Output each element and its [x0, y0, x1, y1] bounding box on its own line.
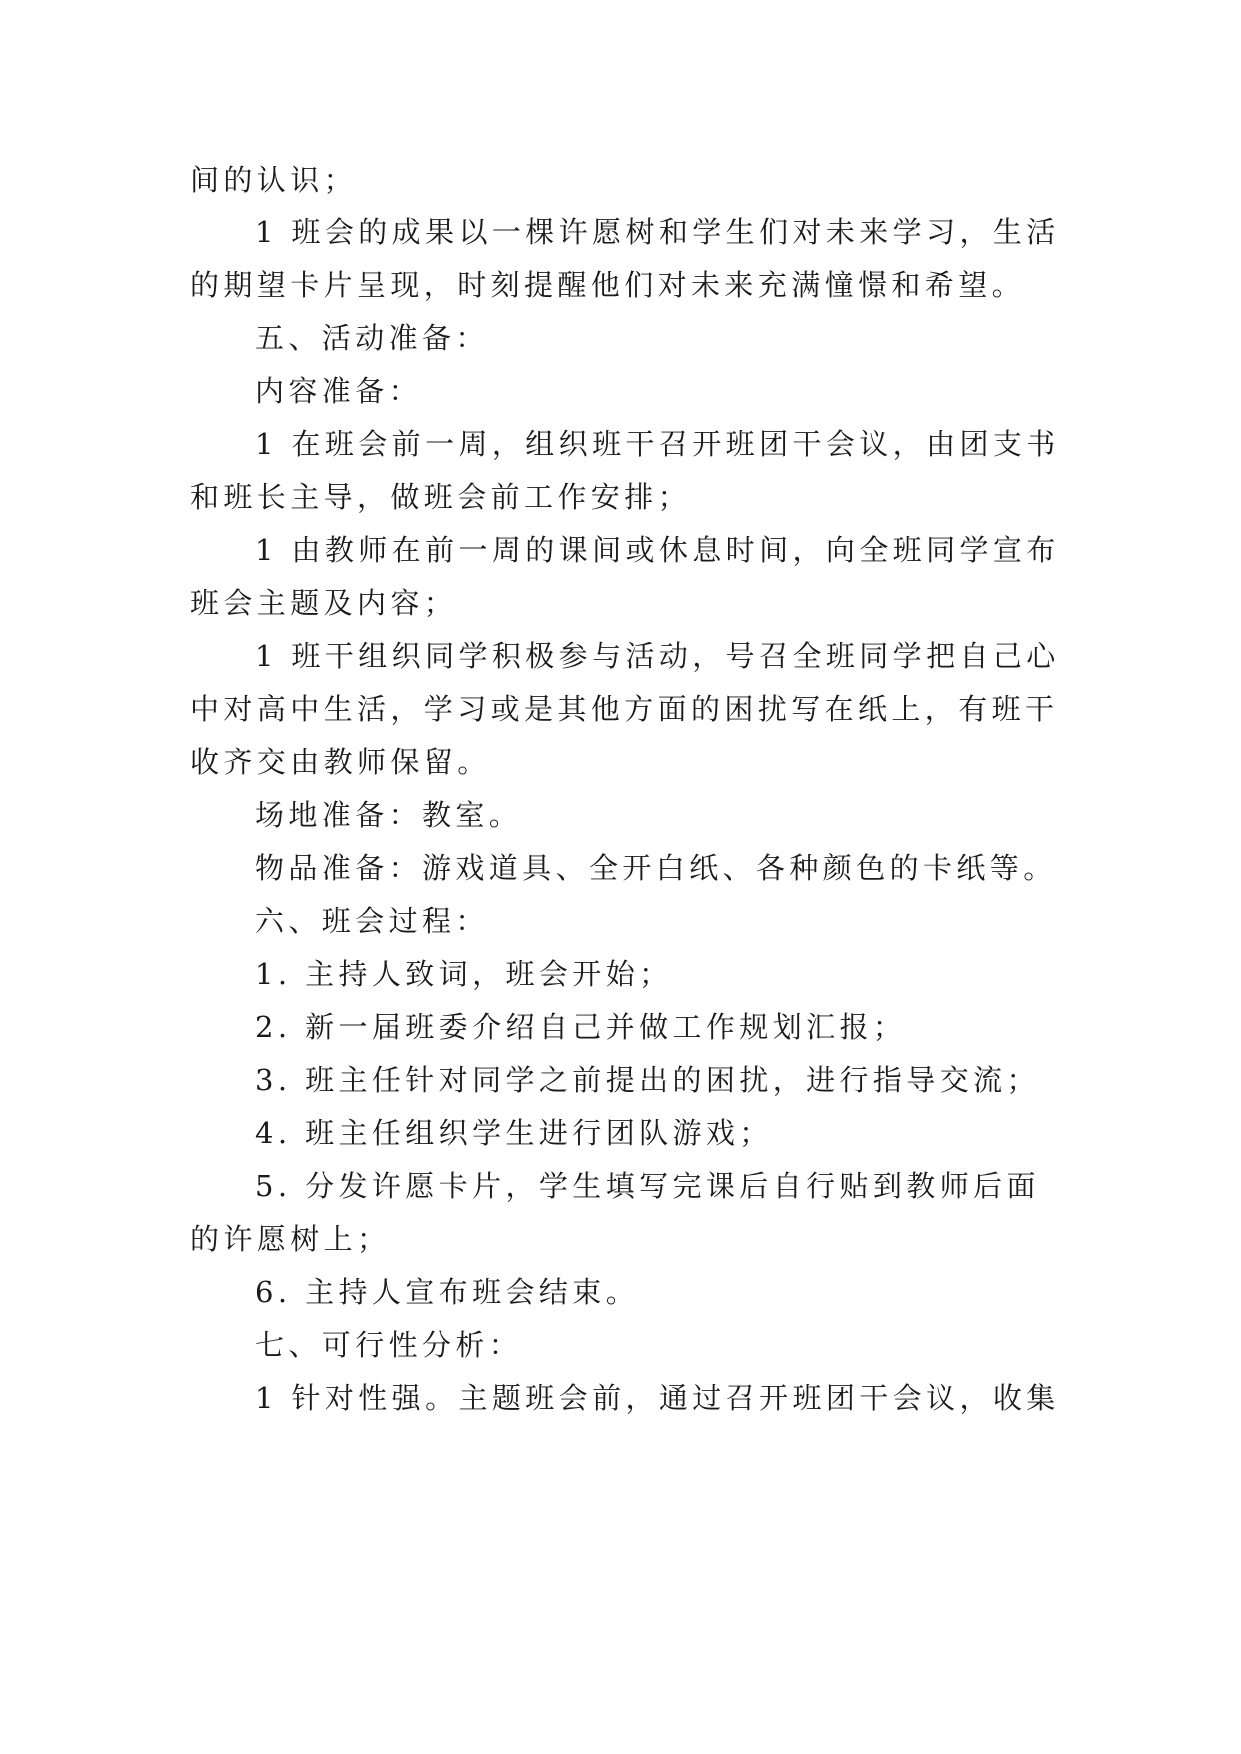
- list-item: 2. 新一届班委介绍自己并做工作规划汇报；: [255, 1010, 907, 1044]
- text-line: 物品准备：游戏道具、全开白纸、各种颜色的卡纸等。: [255, 851, 1057, 885]
- section-heading: 七、可行性分析：: [255, 1328, 523, 1362]
- list-item: 4. 班主任组织学生进行团队游戏；: [255, 1116, 773, 1150]
- text-line: 1 针对性强。主题班会前，通过召开班团干会议，收集: [255, 1381, 1060, 1415]
- section-heading: 五、活动准备：: [255, 321, 489, 355]
- text-line: 和班长主导，做班会前工作安排；: [190, 480, 692, 514]
- list-item: 1. 主持人致词，班会开始；: [255, 957, 673, 991]
- list-item: 3. 班主任针对同学之前提出的困扰，进行指导交流；: [255, 1063, 1040, 1097]
- list-item: 5. 分发许愿卡片，学生填写完课后自行贴到教师后面: [255, 1169, 1040, 1203]
- text-line: 的许愿树上；: [190, 1222, 391, 1256]
- section-heading: 六、班会过程：: [255, 904, 489, 938]
- text-line: 收齐交由教师保留。: [190, 745, 491, 779]
- text-line: 1 班干组织同学积极参与活动，号召全班同学把自己心: [255, 639, 1060, 673]
- list-item: 6. 主持人宣布班会结束。: [255, 1275, 640, 1309]
- text-line: 班会主题及内容；: [190, 586, 458, 620]
- subsection-heading: 内容准备：: [255, 374, 423, 408]
- text-line: 间的认识；: [190, 163, 358, 197]
- text-line: 1 在班会前一周，组织班干召开班团干会议，由团支书: [255, 427, 1060, 461]
- text-line: 的期望卡片呈现，时刻提醒他们对未来充满憧憬和希望。: [190, 268, 1026, 302]
- text-line: 中对高中生活，学习或是其他方面的困扰写在纸上，有班干: [190, 692, 1059, 726]
- text-line: 1 由教师在前一周的课间或休息时间，向全班同学宣布: [255, 533, 1060, 567]
- text-line: 1 班会的成果以一棵许愿树和学生们对未来学习，生活: [255, 215, 1060, 249]
- text-line: 场地准备：教室。: [255, 798, 523, 832]
